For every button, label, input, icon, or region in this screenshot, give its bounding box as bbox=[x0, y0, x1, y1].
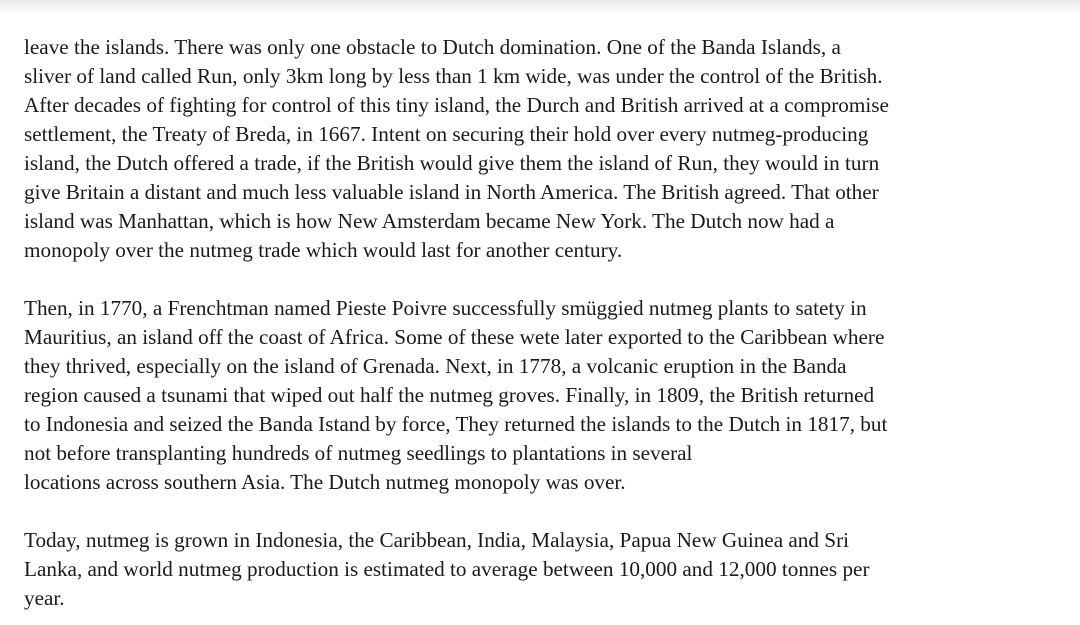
text-line: Mauritius, an island off the coast of Africa. Some of these wete later exported to the Caribbean where bbox=[24, 325, 885, 349]
text-line: monopoly over the nutmeg trade which would last for another century. bbox=[24, 238, 623, 262]
text-line: locations across southern Asia. The Dutch nutmeg monopoly was over. bbox=[24, 470, 626, 494]
text-line: Lanka, and world nutmeg production is estimated to average between 10,000 and 12,000 tonnes per bbox=[24, 557, 870, 581]
text-line: to Indonesia and seized the Banda Istand by force, They returned the islands to the Dutch in 1817, but bbox=[24, 412, 888, 436]
text-line: not before transplanting hundreds of nutmeg seedlings to plantations in several bbox=[24, 441, 693, 465]
paragraph-today bbox=[24, 526, 1074, 613]
article-text bbox=[24, 33, 1074, 613]
text-line: Today, nutmeg is grown in Indonesia, the Caribbean, India, Malaysia, Papua New Guinea and Sri bbox=[24, 528, 850, 552]
text-line: island, the Dutch offered a trade, if the British would give them the island of Run, they would in turn bbox=[24, 151, 880, 175]
paragraph-nutmeg-trade bbox=[24, 33, 1074, 265]
text-line: they thrived, especially on the island of Grenada. Next, in 1778, a volcanic eruption in the Banda bbox=[24, 354, 847, 378]
text-line: year. bbox=[24, 586, 65, 610]
top-edge-shadow bbox=[0, 0, 1080, 14]
text-line: settlement, the Treaty of Breda, in 1667. Intent on securing their hold over every nutmeg-producing bbox=[24, 122, 869, 146]
text-line: region caused a tsunami that wiped out half the nutmeg groves. Finally, in 1809, the British returned bbox=[24, 383, 875, 407]
text-line: give Britain a distant and much less valuable island in North America. The British agreed. That other bbox=[24, 180, 879, 204]
text-line: island was Manhattan, which is how New Amsterdam became New York. The Dutch now had a bbox=[24, 209, 835, 233]
text-line: leave the islands. There was only one obstacle to Dutch domination. One of the Banda Islands, a bbox=[24, 35, 841, 59]
text-line: After decades of fighting for control of this tiny island, the Durch and British arrived at a compromise bbox=[24, 93, 889, 117]
text-line: Then, in 1770, a Frenchtman named Pieste Poivre successfully smüggied nutmeg plants to satety in bbox=[24, 296, 867, 320]
text-line: sliver of land called Run, only 3km long by less than 1 km wide, was under the control of the British. bbox=[24, 64, 883, 88]
paragraph-monopoly-end bbox=[24, 294, 1074, 497]
